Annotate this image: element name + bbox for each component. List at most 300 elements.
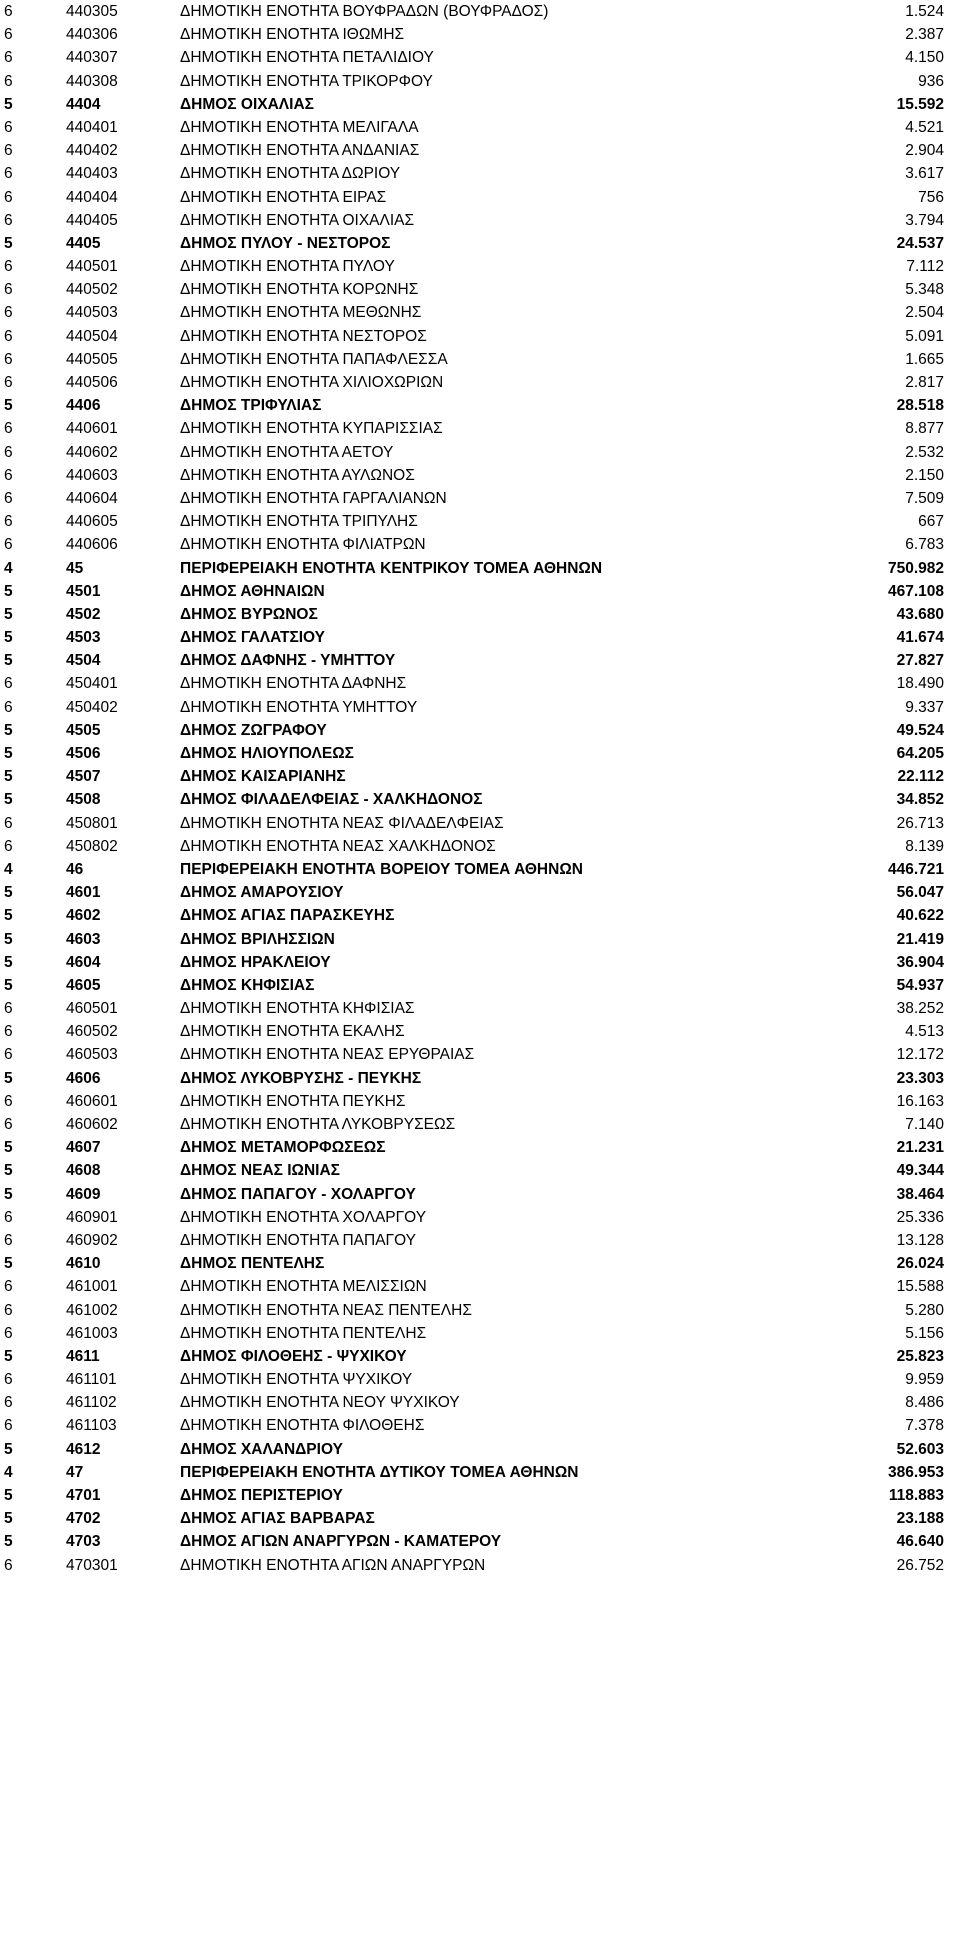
- level-cell: 5: [4, 1487, 13, 1504]
- code-cell: 440506: [66, 374, 118, 391]
- code-cell: 440603: [66, 466, 118, 484]
- code-cell: 460502: [66, 1023, 118, 1041]
- table-row: [0, 557, 960, 580]
- population-cell: 7.509: [905, 489, 944, 507]
- code-cell: 4609: [66, 1185, 101, 1203]
- population-cell: 5.348: [905, 281, 944, 299]
- table-row: [0, 1206, 960, 1229]
- population-cell: 52.603: [896, 1440, 944, 1458]
- population-cell: 43.680: [896, 605, 944, 623]
- population-cell: 18.490: [896, 675, 944, 693]
- table-row: [0, 1299, 960, 1322]
- code-cell: 4703: [66, 1533, 101, 1551]
- level-cell: 6: [4, 26, 13, 44]
- code-cell: 4405: [66, 234, 101, 252]
- name-cell: ΔΗΜΟΤΙΚΗ ΕΝΟΤΗΤΑ ΝΕΟΥ ΨΥΧΙΚΟΥ: [180, 1394, 460, 1412]
- level-cell: 5: [4, 1185, 13, 1203]
- name-cell: ΔΗΜΟΤΙΚΗ ΕΝΟΤΗΤΑ ΤΡΙΠΥΛΗΣ: [180, 513, 418, 531]
- code-cell: 4603: [66, 930, 101, 948]
- code-cell: 440501: [66, 258, 118, 276]
- name-cell: ΔΗΜΟΣ ΔΑΦΝΗΣ - ΥΜΗΤΤΟΥ: [180, 652, 396, 670]
- code-cell: 4608: [66, 1162, 101, 1180]
- table-row: [0, 1275, 960, 1298]
- population-cell: 34.852: [896, 791, 944, 809]
- name-cell: ΔΗΜΟΣ ΠΕΝΤΕΛΗΣ: [180, 1255, 325, 1273]
- code-cell: 4605: [66, 976, 101, 994]
- table-row: [0, 70, 960, 93]
- level-cell: 6: [4, 3, 13, 20]
- table-row: [0, 348, 960, 371]
- code-cell: 460602: [66, 1116, 118, 1133]
- name-cell: ΔΗΜΟΤΙΚΗ ΕΝΟΤΗΤΑ ΜΕΘΩΝΗΣ: [180, 304, 422, 322]
- code-cell: 4607: [66, 1139, 101, 1157]
- level-cell: 6: [4, 1278, 13, 1296]
- name-cell: ΔΗΜΟΣ ΑΓΙΩΝ ΑΝΑΡΓΥΡΩΝ - ΚΑΜΑΤΕΡΟΥ: [180, 1533, 502, 1551]
- level-cell: 4: [4, 559, 13, 577]
- table-row: [0, 93, 960, 116]
- code-cell: 460902: [66, 1231, 118, 1249]
- name-cell: ΔΗΜΟΤΙΚΗ ΕΝΟΤΗΤΑ ΚΥΠΑΡΙΣΣΙΑΣ: [180, 420, 443, 438]
- level-cell: 6: [4, 188, 13, 206]
- name-cell: ΔΗΜΟΣ ΝΕΑΣ ΙΩΝΙΑΣ: [180, 1162, 340, 1180]
- code-cell: 440605: [66, 513, 118, 531]
- name-cell: ΔΗΜΟΤΙΚΗ ΕΝΟΤΗΤΑ ΝΕΣΤΟΡΟΣ: [180, 327, 427, 345]
- population-cell: 16.163: [896, 1092, 944, 1110]
- population-cell: 26.752: [896, 1556, 944, 1574]
- table-row: [0, 1183, 960, 1206]
- population-cell: 8.139: [905, 837, 944, 855]
- code-cell: 461002: [66, 1301, 118, 1319]
- level-cell: 6: [4, 1394, 13, 1412]
- name-cell: ΔΗΜΟΣ ΦΙΛΟΘΕΗΣ - ΨΥΧΙΚΟΥ: [180, 1347, 407, 1365]
- population-cell: 2.904: [905, 142, 944, 160]
- population-cell: 8.877: [905, 420, 944, 438]
- population-cell: 13.128: [896, 1231, 944, 1249]
- table-row: [0, 696, 960, 719]
- name-cell: ΔΗΜΟΤΙΚΗ ΕΝΟΤΗΤΑ ΝΕΑΣ ΕΡΥΘΡΑΙΑΣ: [180, 1046, 475, 1064]
- level-cell: 5: [4, 397, 13, 415]
- level-cell: 6: [4, 837, 13, 855]
- code-cell: 4501: [66, 582, 101, 600]
- table-row: [0, 162, 960, 185]
- level-cell: 6: [4, 489, 13, 507]
- name-cell: ΔΗΜΟΤΙΚΗ ΕΝΟΤΗΤΑ ΜΕΛΙΓΑΛΑ: [180, 118, 419, 136]
- level-cell: 5: [4, 907, 13, 925]
- name-cell: ΔΗΜΟΣ ΖΩΓΡΑΦΟΥ: [180, 721, 327, 739]
- table-row: [0, 1461, 960, 1484]
- population-cell: 4.521: [905, 118, 944, 136]
- population-cell: 936: [918, 72, 944, 90]
- code-cell: 4702: [66, 1510, 101, 1528]
- name-cell: ΔΗΜΟΤΙΚΗ ΕΝΟΤΗΤΑ ΨΥΧΙΚΟΥ: [180, 1371, 413, 1389]
- population-cell: 5.280: [905, 1301, 944, 1319]
- code-cell: 4508: [66, 791, 101, 809]
- table-row: [0, 904, 960, 927]
- table-row: [0, 1554, 960, 1577]
- table-row: [0, 23, 960, 46]
- name-cell: ΔΗΜΟΤΙΚΗ ΕΝΟΤΗΤΑ ΑΕΤΟΥ: [180, 443, 394, 461]
- table-row: [0, 672, 960, 695]
- name-cell: ΔΗΜΟΣ ΤΡΙΦΥΛΙΑΣ: [180, 397, 322, 415]
- level-cell: 6: [4, 420, 13, 438]
- code-cell: 4612: [66, 1440, 101, 1458]
- level-cell: 6: [4, 350, 13, 368]
- table-row: [0, 951, 960, 974]
- table-row: [0, 371, 960, 394]
- name-cell: ΔΗΜΟΤΙΚΗ ΕΝΟΤΗΤΑ ΚΟΡΩΝΗΣ: [180, 281, 419, 299]
- code-cell: 4604: [66, 953, 101, 971]
- population-cell: 54.937: [896, 976, 944, 994]
- code-cell: 440405: [66, 211, 118, 229]
- table-row: [0, 255, 960, 278]
- name-cell: ΔΗΜΟΤΙΚΗ ΕΝΟΤΗΤΑ ΠΑΠΑΦΛΕΣΣΑ: [180, 350, 448, 368]
- code-cell: 440403: [66, 165, 118, 183]
- table-row: [0, 116, 960, 139]
- level-cell: 5: [4, 791, 13, 809]
- code-cell: 461003: [66, 1324, 118, 1342]
- name-cell: ΠΕΡΙΦΕΡΕΙΑΚΗ ΕΝΟΤΗΤΑ ΚΕΝΤΡΙΚΟΥ ΤΟΜΕΑ ΑΘΗΝΩΝ: [180, 559, 603, 577]
- name-cell: ΔΗΜΟΤΙΚΗ ΕΝΟΤΗΤΑ ΛΥΚΟΒΡΥΣΕΩΣ: [180, 1116, 456, 1133]
- level-cell: 6: [4, 49, 13, 67]
- code-cell: 4602: [66, 907, 101, 925]
- level-cell: 6: [4, 1116, 13, 1133]
- level-cell: 6: [4, 374, 13, 391]
- population-cell: 118.883: [888, 1487, 944, 1504]
- table-row: [0, 765, 960, 788]
- name-cell: ΠΕΡΙΦΕΡΕΙΑΚΗ ΕΝΟΤΗΤΑ ΒΟΡΕΙΟΥ ΤΟΜΕΑ ΑΘΗΝΩΝ: [180, 860, 583, 878]
- name-cell: ΔΗΜΟΣ ΑΓΙΑΣ ΒΑΡΒΑΡΑΣ: [180, 1510, 375, 1528]
- code-cell: 440401: [66, 118, 118, 136]
- code-cell: 440505: [66, 350, 118, 368]
- code-cell: 461102: [66, 1394, 117, 1412]
- population-cell: 667: [918, 513, 944, 531]
- name-cell: ΔΗΜΟΤΙΚΗ ΕΝΟΤΗΤΑ ΔΑΦΝΗΣ: [180, 675, 407, 693]
- name-cell: ΔΗΜΟΤΙΚΗ ΕΝΟΤΗΤΑ ΙΘΩΜΗΣ: [180, 26, 405, 44]
- code-cell: 46: [66, 860, 84, 878]
- population-cell: 2.817: [905, 374, 944, 391]
- table-row: [0, 1113, 960, 1136]
- code-cell: 450401: [66, 675, 118, 693]
- population-cell: 56.047: [896, 884, 944, 902]
- population-cell: 26.024: [896, 1255, 944, 1273]
- level-cell: 6: [4, 814, 13, 832]
- population-cell: 3.617: [905, 165, 944, 183]
- code-cell: 450402: [66, 698, 118, 716]
- level-cell: 6: [4, 258, 13, 276]
- name-cell: ΔΗΜΟΤΙΚΗ ΕΝΟΤΗΤΑ ΦΙΛΙΑΤΡΩΝ: [180, 536, 426, 554]
- name-cell: ΔΗΜΟΤΙΚΗ ΕΝΟΤΗΤΑ ΜΕΛΙΣΣΙΩΝ: [180, 1278, 427, 1296]
- population-cell: 2.150: [905, 466, 944, 484]
- level-cell: 5: [4, 1533, 13, 1551]
- code-cell: 45: [66, 559, 84, 577]
- table-row: [0, 533, 960, 556]
- name-cell: ΔΗΜΟΤΙΚΗ ΕΝΟΤΗΤΑ ΑΓΙΩΝ ΑΝΑΡΓΥΡΩΝ: [180, 1556, 486, 1574]
- code-cell: 440606: [66, 536, 118, 554]
- code-cell: 440604: [66, 489, 118, 507]
- table-row: [0, 997, 960, 1020]
- population-cell: 25.336: [896, 1208, 944, 1226]
- population-cell: 7.112: [906, 258, 944, 276]
- code-cell: 4701: [66, 1487, 101, 1504]
- population-cell: 2.532: [905, 443, 944, 461]
- level-cell: 5: [4, 234, 13, 252]
- code-cell: 440307: [66, 49, 118, 67]
- name-cell: ΔΗΜΟΤΙΚΗ ΕΝΟΤΗΤΑ ΒΟΥΦΡΑΔΩΝ (ΒΟΥΦΡΑΔΟΣ): [180, 3, 549, 20]
- level-cell: 6: [4, 1208, 13, 1226]
- name-cell: ΔΗΜΟΤΙΚΗ ΕΝΟΤΗΤΑ ΠΕΥΚΗΣ: [180, 1092, 406, 1110]
- table-row: [0, 881, 960, 904]
- level-cell: 6: [4, 1417, 13, 1435]
- table-row: [0, 417, 960, 440]
- code-cell: 440305: [66, 3, 118, 20]
- table-row: [0, 719, 960, 742]
- population-cell: 40.622: [896, 907, 944, 925]
- population-cell: 2.504: [905, 304, 944, 322]
- population-cell: 4.150: [905, 49, 944, 67]
- code-cell: 4406: [66, 397, 101, 415]
- table-row: [0, 301, 960, 324]
- level-cell: 6: [4, 1324, 13, 1342]
- population-cell: 21.231: [896, 1139, 944, 1157]
- name-cell: ΔΗΜΟΤΙΚΗ ΕΝΟΤΗΤΑ ΕΚΑΛΗΣ: [180, 1023, 405, 1041]
- level-cell: 6: [4, 513, 13, 531]
- table-row: [0, 464, 960, 487]
- level-cell: 5: [4, 629, 13, 647]
- table-row: [0, 46, 960, 69]
- population-cell: 24.537: [896, 234, 944, 252]
- level-cell: 5: [4, 1069, 13, 1087]
- table-row: [0, 1484, 960, 1507]
- table-row: [0, 603, 960, 626]
- population-cell: 38.464: [896, 1185, 944, 1203]
- table-row: [0, 232, 960, 255]
- name-cell: ΔΗΜΟΤΙΚΗ ΕΝΟΤΗΤΑ ΓΑΡΓΑΛΙΑΝΩΝ: [180, 489, 447, 507]
- population-cell: 7.378: [905, 1417, 944, 1435]
- population-cell: 27.827: [896, 652, 944, 670]
- level-cell: 6: [4, 118, 13, 136]
- name-cell: ΔΗΜΟΣ ΚΗΦΙΣΙΑΣ: [180, 976, 315, 994]
- population-cell: 7.140: [905, 1116, 944, 1133]
- population-cell: 9.959: [905, 1371, 944, 1389]
- table-row: [0, 858, 960, 881]
- code-cell: 4504: [66, 652, 101, 670]
- population-cell: 46.640: [896, 1533, 944, 1551]
- population-cell: 26.713: [896, 814, 944, 832]
- population-cell: 5.156: [905, 1324, 944, 1342]
- code-cell: 4505: [66, 721, 101, 739]
- population-cell: 41.674: [896, 629, 944, 647]
- code-cell: 460501: [66, 1000, 118, 1018]
- name-cell: ΔΗΜΟΣ ΑΓΙΑΣ ΠΑΡΑΣΚΕΥΗΣ: [180, 907, 395, 925]
- name-cell: ΔΗΜΟΣ ΓΑΛΑΤΣΙΟΥ: [180, 629, 326, 647]
- name-cell: ΔΗΜΟΤΙΚΗ ΕΝΟΤΗΤΑ ΕΙΡΑΣ: [180, 188, 387, 206]
- population-cell: 2.387: [905, 26, 944, 44]
- level-cell: 6: [4, 1023, 13, 1041]
- name-cell: ΔΗΜΟΤΙΚΗ ΕΝΟΤΗΤΑ ΚΗΦΙΣΙΑΣ: [180, 1000, 415, 1018]
- code-cell: 460601: [66, 1092, 118, 1110]
- table-row: [0, 928, 960, 951]
- population-cell: 49.524: [896, 721, 944, 739]
- table-row: [0, 487, 960, 510]
- table-row: [0, 325, 960, 348]
- level-cell: 5: [4, 1510, 13, 1528]
- population-cell: 5.091: [905, 327, 944, 345]
- table-row: [0, 1507, 960, 1530]
- level-cell: 5: [4, 930, 13, 948]
- code-cell: 440308: [66, 72, 118, 90]
- level-cell: 6: [4, 1092, 13, 1110]
- name-cell: ΔΗΜΟΤΙΚΗ ΕΝΟΤΗΤΑ ΔΩΡΙΟΥ: [180, 165, 401, 183]
- population-cell: 446.721: [887, 860, 944, 878]
- name-cell: ΔΗΜΟΤΙΚΗ ΕΝΟΤΗΤΑ ΤΡΙΚΟΡΦΟΥ: [180, 72, 433, 90]
- level-cell: 4: [4, 860, 13, 878]
- population-cell: 15.592: [896, 95, 944, 113]
- population-cell: 25.823: [896, 1347, 944, 1365]
- code-cell: 440306: [66, 26, 118, 44]
- level-cell: 6: [4, 1000, 13, 1018]
- level-cell: 6: [4, 1231, 13, 1249]
- code-cell: 460901: [66, 1208, 118, 1226]
- population-cell: 467.108: [887, 582, 944, 600]
- level-cell: 6: [4, 1556, 13, 1574]
- table-row: [0, 186, 960, 209]
- table-row: [0, 1136, 960, 1159]
- name-cell: ΔΗΜΟΤΙΚΗ ΕΝΟΤΗΤΑ ΠΑΠΑΓΟΥ: [180, 1231, 416, 1249]
- name-cell: ΔΗΜΟΣ ΗΛΙΟΥΠΟΛΕΩΣ: [180, 745, 354, 762]
- level-cell: 6: [4, 536, 13, 554]
- level-cell: 6: [4, 327, 13, 345]
- name-cell: ΔΗΜΟΤΙΚΗ ΕΝΟΤΗΤΑ ΠΕΝΤΕΛΗΣ: [180, 1324, 427, 1342]
- name-cell: ΔΗΜΟΣ ΑΘΗΝΑΙΩΝ: [180, 582, 325, 600]
- population-cell: 38.252: [896, 1000, 944, 1018]
- level-cell: 6: [4, 211, 13, 229]
- code-cell: 450802: [66, 837, 118, 855]
- name-cell: ΔΗΜΟΣ ΟΙΧΑΛΙΑΣ: [180, 95, 314, 113]
- name-cell: ΔΗΜΟΣ ΜΕΤΑΜΟΡΦΩΣΕΩΣ: [180, 1139, 386, 1157]
- name-cell: ΔΗΜΟΣ ΑΜΑΡΟΥΣΙΟΥ: [180, 884, 344, 902]
- table-row: [0, 788, 960, 811]
- level-cell: 5: [4, 95, 13, 113]
- population-cell: 22.112: [897, 768, 944, 786]
- table-row: [0, 1229, 960, 1252]
- level-cell: 5: [4, 721, 13, 739]
- population-cell: 386.953: [887, 1463, 944, 1481]
- code-cell: 4404: [66, 95, 101, 113]
- table-row: [0, 649, 960, 672]
- name-cell: ΔΗΜΟΤΙΚΗ ΕΝΟΤΗΤΑ ΧΙΛΙΟΧΩΡΙΩΝ: [180, 374, 444, 391]
- table-row: [0, 580, 960, 603]
- table-row: [0, 1391, 960, 1414]
- table-row: [0, 1368, 960, 1391]
- table-row: [0, 1252, 960, 1275]
- level-cell: 5: [4, 582, 13, 600]
- table-row: [0, 626, 960, 649]
- level-cell: 6: [4, 281, 13, 299]
- code-cell: 470301: [66, 1556, 118, 1574]
- level-cell: 5: [4, 1162, 13, 1180]
- name-cell: ΠΕΡΙΦΕΡΕΙΑΚΗ ΕΝΟΤΗΤΑ ΔΥΤΙΚΟΥ ΤΟΜΕΑ ΑΘΗΝΩΝ: [180, 1463, 579, 1481]
- population-cell: 4.513: [905, 1023, 944, 1041]
- code-cell: 440504: [66, 327, 118, 345]
- level-cell: 6: [4, 698, 13, 716]
- name-cell: ΔΗΜΟΤΙΚΗ ΕΝΟΤΗΤΑ ΑΝΔΑΝΙΑΣ: [180, 142, 420, 160]
- population-cell: 28.518: [896, 397, 944, 415]
- code-cell: 440502: [66, 281, 118, 299]
- population-cell: 36.904: [896, 953, 944, 971]
- table-row: [0, 209, 960, 232]
- population-cell: 756: [918, 188, 944, 206]
- code-cell: 460503: [66, 1046, 118, 1064]
- population-cell: 12.172: [896, 1046, 944, 1064]
- population-cell: 64.205: [896, 745, 944, 762]
- name-cell: ΔΗΜΟΤΙΚΗ ΕΝΟΤΗΤΑ ΟΙΧΑΛΙΑΣ: [180, 211, 415, 229]
- table-row: [0, 812, 960, 835]
- table-row: [0, 1090, 960, 1113]
- code-cell: 461101: [66, 1371, 117, 1389]
- table-row: [0, 1159, 960, 1182]
- population-cell: 8.486: [905, 1394, 944, 1412]
- table-row: [0, 1438, 960, 1461]
- code-cell: 450801: [66, 814, 118, 832]
- level-cell: 5: [4, 605, 13, 623]
- code-cell: 4601: [66, 884, 101, 902]
- level-cell: 6: [4, 304, 13, 322]
- name-cell: ΔΗΜΟΣ ΛΥΚΟΒΡΥΣΗΣ - ΠΕΥΚΗΣ: [180, 1069, 422, 1087]
- table-row: [0, 742, 960, 765]
- level-cell: 6: [4, 142, 13, 160]
- level-cell: 6: [4, 1371, 13, 1389]
- level-cell: 5: [4, 652, 13, 670]
- population-cell: 49.344: [896, 1162, 944, 1180]
- level-cell: 6: [4, 675, 13, 693]
- table-row: [0, 1043, 960, 1066]
- code-cell: 4606: [66, 1069, 101, 1087]
- level-cell: 6: [4, 165, 13, 183]
- table-row: [0, 1020, 960, 1043]
- population-cell: 23.188: [896, 1510, 944, 1528]
- name-cell: ΔΗΜΟΤΙΚΗ ΕΝΟΤΗΤΑ ΦΙΛΟΘΕΗΣ: [180, 1417, 425, 1435]
- code-cell: 461103: [66, 1417, 117, 1435]
- table-row: [0, 1345, 960, 1368]
- level-cell: 6: [4, 72, 13, 90]
- name-cell: ΔΗΜΟΤΙΚΗ ΕΝΟΤΗΤΑ ΠΕΤΑΛΙΔΙΟΥ: [180, 49, 434, 67]
- name-cell: ΔΗΜΟΣ ΠΑΠΑΓΟΥ - ΧΟΛΑΡΓΟΥ: [180, 1185, 416, 1203]
- name-cell: ΔΗΜΟΣ ΒΥΡΩΝΟΣ: [180, 605, 318, 623]
- code-cell: 440402: [66, 142, 118, 160]
- table-row: [0, 1414, 960, 1437]
- name-cell: ΔΗΜΟΣ ΧΑΛΑΝΔΡΙΟΥ: [180, 1440, 343, 1458]
- name-cell: ΔΗΜΟΤΙΚΗ ΕΝΟΤΗΤΑ ΥΜΗΤΤΟΥ: [180, 698, 418, 716]
- name-cell: ΔΗΜΟΣ ΚΑΙΣΑΡΙΑΝΗΣ: [180, 768, 346, 786]
- level-cell: 6: [4, 1301, 13, 1319]
- name-cell: ΔΗΜΟΤΙΚΗ ΕΝΟΤΗΤΑ ΝΕΑΣ ΧΑΛΚΗΔΟΝΟΣ: [180, 837, 496, 855]
- level-cell: 6: [4, 466, 13, 484]
- population-cell: 1.524: [905, 3, 944, 20]
- name-cell: ΔΗΜΟΣ ΒΡΙΛΗΣΣΙΩΝ: [180, 930, 335, 948]
- level-cell: 6: [4, 1046, 13, 1064]
- code-cell: 4610: [66, 1255, 101, 1273]
- code-cell: 440601: [66, 420, 118, 438]
- name-cell: ΔΗΜΟΣ ΗΡΑΚΛΕΙΟΥ: [180, 953, 331, 971]
- name-cell: ΔΗΜΟΤΙΚΗ ΕΝΟΤΗΤΑ ΝΕΑΣ ΦΙΛΑΔΕΛΦΕΙΑΣ: [180, 814, 504, 832]
- level-cell: 5: [4, 976, 13, 994]
- table-row: [0, 510, 960, 533]
- population-cell: 21.419: [896, 930, 944, 948]
- name-cell: ΔΗΜΟΣ ΦΙΛΑΔΕΛΦΕΙΑΣ - ΧΑΛΚΗΔΟΝΟΣ: [180, 791, 483, 809]
- code-cell: 4502: [66, 605, 101, 623]
- name-cell: ΔΗΜΟΤΙΚΗ ΕΝΟΤΗΤΑ ΠΥΛΟΥ: [180, 258, 395, 276]
- table-row: [0, 1067, 960, 1090]
